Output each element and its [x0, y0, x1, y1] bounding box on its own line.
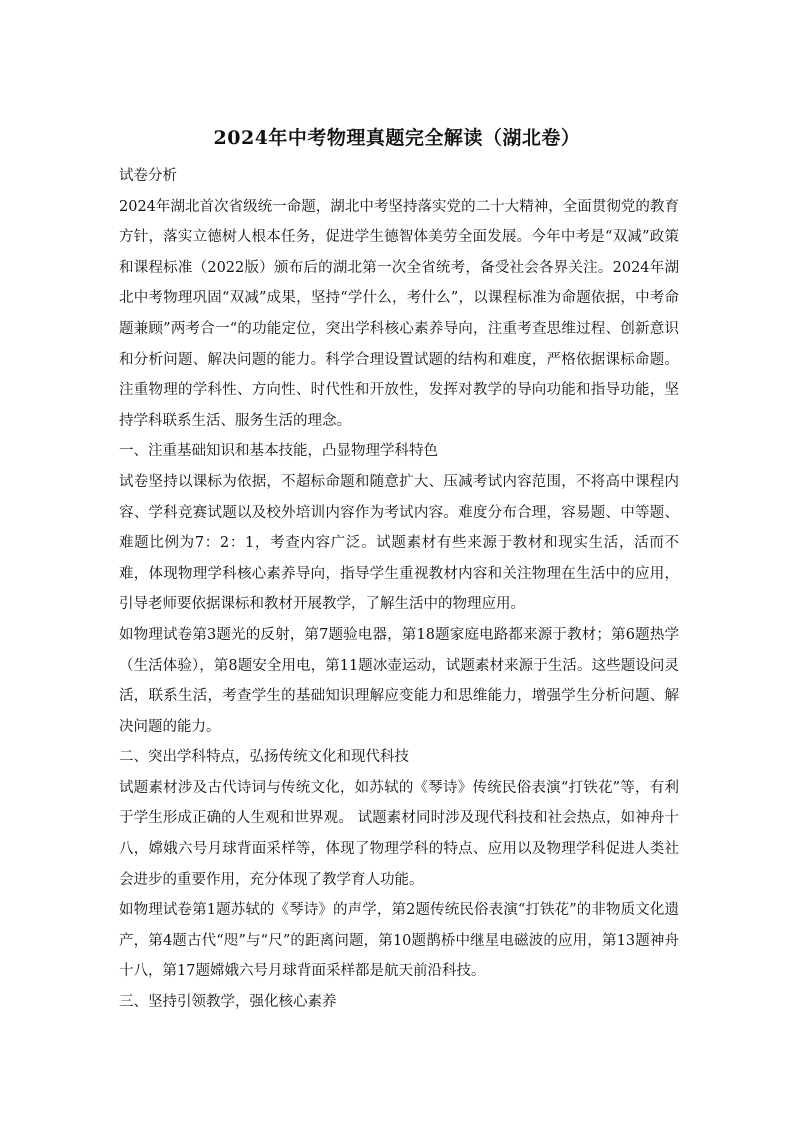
- section-label: 试卷分析: [119, 168, 177, 184]
- heading-one: 一、注重基础知识和基本技能，凸显物理学科特色: [119, 443, 438, 460]
- document-body: [119, 161, 679, 1018]
- paragraph-two-b: 如物理试卷第1题苏轼的《琴诗》的声学，第2题传统民俗表演“打铁花”的非物质文化遗产，第4题古代“咫”与“尺”的距离问题，第10题鹊桥中继星电磁波的应用，第13题神舟十八，第17题嫦娥六号月球背面采样都是航天前沿科技。: [119, 902, 679, 980]
- paragraph-one-a: 试卷坚持以课标为依据，不超标命题和随意扩大、压减考试内容范围，不将高中课程内容、学科竞赛试题以及校外培训内容作为考试内容。难度分布合理，容易题、中等题、难题比例为7：2：1，考查内容广泛。试题素材有些来源于教材和现实生活，活而不难，体现物理学科核心素养导向，指导学生重视教材内容和关注物理在生活中的应用，引导老师要依据课标和教材开展教学，了解生活中的物理应用。: [119, 473, 679, 613]
- paragraph-intro: 2024年湖北首次省级统一命题，湖北中考坚持落实党的二十大精神，全面贯彻党的教育方针，落实立德树人根本任务，促进学生德智体美劳全面发展。今年中考是“双减”政策和课程标准（2022版）颁布后的湖北第一次全省统考，备受社会各界关注。2024年湖北中考物理巩固“双减”成果，坚持“学什么，考什么”，以课程标准为命题依据，中考命题兼顾”两考合一“的功能定位，突出学科核心素养导向，注重考查思维过程、创新意识和分析问题、解决问题的能力。科学合理设置试题的结构和难度，严格依据课标命题。注重物理的学科性、方向性、时代性和开放性，发挥对教学的导向功能和指导功能，坚持学科联系生活、服务生活的理念。: [119, 198, 679, 429]
- paragraph-two-a: 试题素材涉及古代诗词与传统文化，如苏轼的《琴诗》传统民俗表演“打铁花”等，有利于学生形成正确的人生观和世界观。 试题素材同时涉及现代科技和社会热点，如神舟十八，嫦娥六号月球背面采样等，体现了物理学科的特点、应用以及物理学科促进人类社会进步的重要作用，充分体现了教学育人功能。: [119, 779, 679, 888]
- heading-two: 二、突出学科特点，弘扬传统文化和现代科技: [119, 749, 409, 766]
- paragraph-one-b: 如物理试卷第3题光的反射，第7题验电器，第18题家庭电路都来源于教材；第6题热学（生活体验），第8题安全用电，第11题冰壶运动，试题素材来源于生活。这些题设问灵活，联系生活，考查学生的基础知识理解应变能力和思维能力，增强学生分析问题、解决问题的能力。: [119, 626, 679, 735]
- document-title: 2024年中考物理真题完全解读（湖北卷）: [213, 127, 581, 149]
- heading-three: 三、坚持引领教学，强化核心素养: [119, 994, 337, 1011]
